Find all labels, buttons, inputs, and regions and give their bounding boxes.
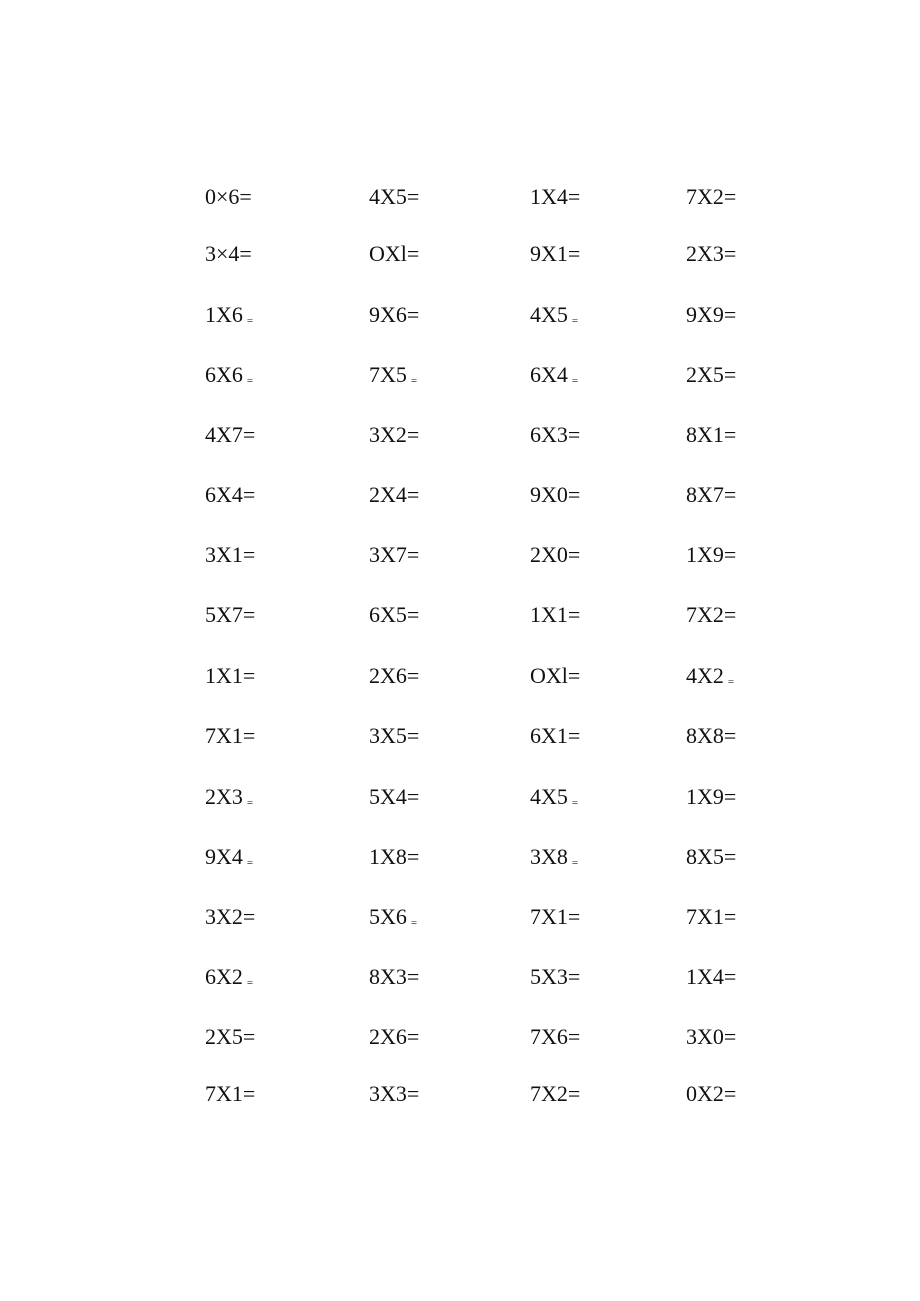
problem-text: 5X3= bbox=[530, 964, 581, 989]
problem-cell bbox=[205, 721, 255, 751]
problem-row bbox=[0, 962, 920, 992]
problem-cell bbox=[369, 300, 419, 330]
problem-text: 7X6= bbox=[530, 1024, 581, 1049]
problem-cell bbox=[686, 540, 736, 570]
problem-cell bbox=[530, 600, 580, 630]
problem-row bbox=[0, 420, 920, 450]
problem-text: 8X7= bbox=[686, 482, 737, 507]
problem-text: 1X4= bbox=[686, 964, 737, 989]
problem-cell bbox=[205, 480, 255, 510]
problem-text: 2X3= bbox=[686, 241, 737, 266]
problem-row bbox=[0, 902, 920, 932]
problem-cell bbox=[369, 721, 419, 751]
problem-text: 3X2= bbox=[369, 422, 420, 447]
problem-text: 1X8= bbox=[369, 844, 420, 869]
problem-row bbox=[0, 480, 920, 510]
problem-cell bbox=[686, 239, 736, 269]
problem-text: 8X1= bbox=[686, 422, 737, 447]
problem-text: 1X9= bbox=[686, 784, 737, 809]
problem-row bbox=[0, 1079, 920, 1109]
problem-cell bbox=[369, 1022, 419, 1052]
problem-text: 3X1= bbox=[205, 542, 256, 567]
problem-text: 7X1= bbox=[530, 904, 581, 929]
problem-text: OXl= bbox=[369, 241, 420, 266]
problem-cell bbox=[369, 661, 419, 691]
problem-cell bbox=[686, 420, 736, 450]
problem-text: 3X8 bbox=[530, 844, 568, 869]
equals-sign: = bbox=[571, 797, 579, 809]
problem-cell bbox=[686, 600, 736, 630]
problem-text: 6X4= bbox=[205, 482, 256, 507]
problem-row bbox=[0, 842, 920, 872]
problem-row bbox=[0, 300, 920, 330]
problem-text: 2X5= bbox=[205, 1024, 256, 1049]
equals-sign: = bbox=[727, 676, 735, 688]
problem-cell bbox=[686, 782, 736, 812]
problem-text: 3X7= bbox=[369, 542, 420, 567]
problem-cell bbox=[369, 239, 419, 269]
problem-text: 1X1= bbox=[205, 663, 256, 688]
problem-cell bbox=[530, 239, 580, 269]
problem-text: 2X3 bbox=[205, 784, 243, 809]
problem-text: 2X0= bbox=[530, 542, 581, 567]
problem-cell bbox=[205, 420, 255, 450]
problem-cell bbox=[686, 842, 736, 872]
problem-cell bbox=[369, 782, 419, 812]
problem-cell bbox=[530, 480, 580, 510]
problem-text: 6X2 bbox=[205, 964, 243, 989]
problem-text: 9X1= bbox=[530, 241, 581, 266]
problem-text: 3X3= bbox=[369, 1081, 420, 1106]
problem-cell bbox=[205, 902, 255, 932]
problem-text: 8X3= bbox=[369, 964, 420, 989]
problem-cell bbox=[369, 600, 419, 630]
problem-text: 6X4 bbox=[530, 362, 568, 387]
problem-text: 5X7= bbox=[205, 602, 256, 627]
problem-cell bbox=[686, 1022, 736, 1052]
problem-row bbox=[0, 782, 920, 812]
problem-cell bbox=[530, 182, 580, 212]
problem-row bbox=[0, 661, 920, 691]
problem-cell bbox=[530, 721, 580, 751]
problem-text: 1X1= bbox=[530, 602, 581, 627]
problem-cell bbox=[369, 182, 419, 212]
problem-cell bbox=[530, 842, 578, 878]
problem-text: 3X2= bbox=[205, 904, 256, 929]
problem-text: 3X5= bbox=[369, 723, 420, 748]
problem-cell bbox=[530, 661, 580, 691]
problem-cell bbox=[205, 360, 253, 396]
problem-text: 1X6 bbox=[205, 302, 243, 327]
problem-cell bbox=[205, 300, 253, 336]
problem-text: 2X6= bbox=[369, 663, 420, 688]
problem-text: 8X8= bbox=[686, 723, 737, 748]
problem-cell bbox=[205, 962, 253, 998]
problem-text: 1X4= bbox=[530, 184, 581, 209]
problem-cell bbox=[205, 600, 255, 630]
equals-sign: = bbox=[246, 375, 254, 387]
problem-text: 9X9= bbox=[686, 302, 737, 327]
problem-text: 9X0= bbox=[530, 482, 581, 507]
problem-text: 7X1= bbox=[205, 723, 256, 748]
problem-cell bbox=[205, 540, 255, 570]
problem-text: 7X2= bbox=[686, 602, 737, 627]
problem-cell bbox=[369, 1079, 419, 1109]
problem-text: 2X5= bbox=[686, 362, 737, 387]
problem-row bbox=[0, 721, 920, 751]
problem-text: 4X2 bbox=[686, 663, 724, 688]
equals-sign: = bbox=[410, 375, 418, 387]
problem-row bbox=[0, 182, 920, 212]
problem-cell bbox=[205, 1022, 255, 1052]
problem-cell bbox=[530, 962, 580, 992]
problem-row bbox=[0, 1022, 920, 1052]
problem-text: 4X5= bbox=[369, 184, 420, 209]
problem-text: 6X6 bbox=[205, 362, 243, 387]
problem-cell bbox=[205, 239, 252, 269]
problem-cell bbox=[205, 1079, 255, 1109]
problem-text: 7X2= bbox=[530, 1081, 581, 1106]
problem-text: 8X5= bbox=[686, 844, 737, 869]
problem-cell bbox=[369, 360, 417, 396]
problem-cell bbox=[205, 182, 252, 212]
problem-cell bbox=[205, 661, 255, 691]
problem-text: 9X6= bbox=[369, 302, 420, 327]
problem-text: 6X5= bbox=[369, 602, 420, 627]
problem-cell bbox=[369, 480, 419, 510]
problem-cell bbox=[686, 1079, 736, 1109]
problem-row bbox=[0, 540, 920, 570]
problem-cell bbox=[530, 902, 580, 932]
problem-text: 5X4= bbox=[369, 784, 420, 809]
equals-sign: = bbox=[410, 917, 418, 929]
problem-cell bbox=[530, 1079, 580, 1109]
problem-cell bbox=[686, 360, 736, 390]
equals-sign: = bbox=[571, 375, 579, 387]
problem-text: 9X4 bbox=[205, 844, 243, 869]
problem-cell bbox=[686, 661, 734, 697]
problem-text: 0X2= bbox=[686, 1081, 737, 1106]
problem-text: 7X5 bbox=[369, 362, 407, 387]
problem-cell bbox=[686, 300, 736, 330]
equals-sign: = bbox=[571, 315, 579, 327]
problem-cell bbox=[686, 902, 736, 932]
problem-cell bbox=[530, 420, 580, 450]
equals-sign: = bbox=[571, 857, 579, 869]
problem-cell bbox=[369, 420, 419, 450]
problem-cell bbox=[369, 842, 419, 872]
equals-sign: = bbox=[246, 797, 254, 809]
equals-sign: = bbox=[246, 857, 254, 869]
problem-cell bbox=[530, 1022, 580, 1052]
problem-text: 4X7= bbox=[205, 422, 256, 447]
problem-text: 3×4= bbox=[205, 241, 252, 266]
problem-cell bbox=[205, 782, 253, 818]
problem-row bbox=[0, 600, 920, 630]
problem-cell bbox=[686, 182, 736, 212]
problem-text: 6X1= bbox=[530, 723, 581, 748]
problem-cell bbox=[530, 540, 580, 570]
problem-text: 3X0= bbox=[686, 1024, 737, 1049]
problem-cell bbox=[686, 962, 736, 992]
problem-cell bbox=[530, 360, 578, 396]
problem-cell bbox=[369, 962, 419, 992]
problem-text: 2X4= bbox=[369, 482, 420, 507]
problem-row bbox=[0, 360, 920, 390]
problem-cell bbox=[369, 540, 419, 570]
problem-cell bbox=[686, 480, 736, 510]
problem-cell bbox=[686, 721, 736, 751]
equals-sign: = bbox=[246, 977, 254, 989]
problem-text: 4X5 bbox=[530, 784, 568, 809]
problem-cell bbox=[369, 902, 417, 938]
problem-text: 0×6= bbox=[205, 184, 252, 209]
problem-row bbox=[0, 239, 920, 269]
problem-text: OXl= bbox=[530, 663, 581, 688]
problem-text: 1X9= bbox=[686, 542, 737, 567]
problem-text: 6X3= bbox=[530, 422, 581, 447]
problem-text: 7X1= bbox=[686, 904, 737, 929]
problem-text: 7X1= bbox=[205, 1081, 256, 1106]
problem-text: 5X6 bbox=[369, 904, 407, 929]
problem-cell bbox=[530, 300, 578, 336]
problem-text: 4X5 bbox=[530, 302, 568, 327]
problem-cell bbox=[205, 842, 253, 878]
problem-text: 7X2= bbox=[686, 184, 737, 209]
problem-text: 2X6= bbox=[369, 1024, 420, 1049]
problem-cell bbox=[530, 782, 578, 818]
equals-sign: = bbox=[246, 315, 254, 327]
